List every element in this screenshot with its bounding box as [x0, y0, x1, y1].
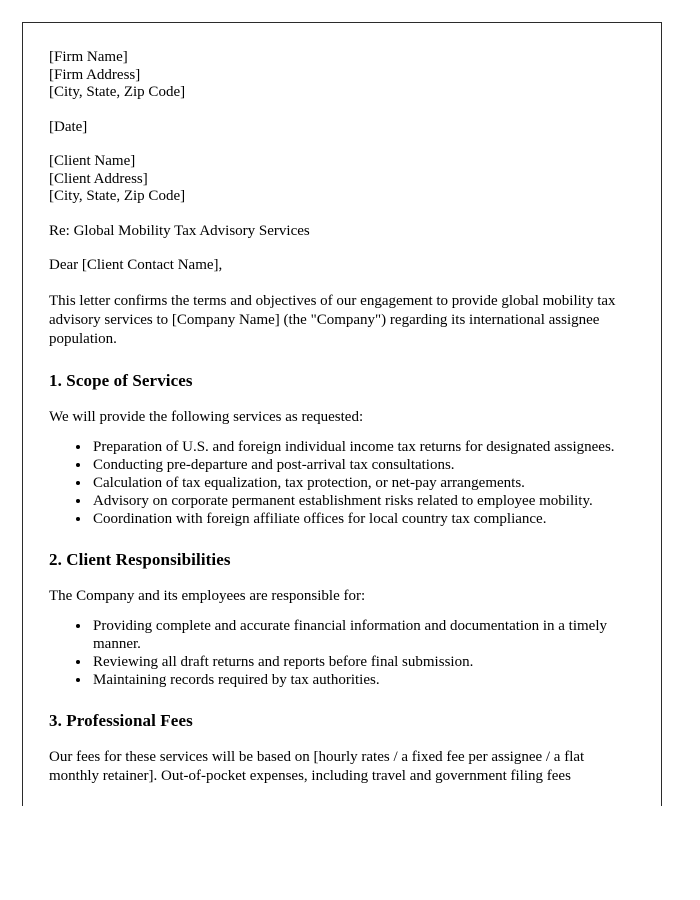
recipient-client-address: [Client Address]	[49, 170, 148, 187]
bullet-list-client-responsibilities	[49, 617, 631, 689]
recipient-city-state-zip: [City, State, Zip Code]	[49, 188, 186, 204]
list-item: • Preparation of U.S. and foreign individual income tax returns for designated assignees.	[91, 438, 631, 456]
subject-line: Re: Global Mobility Tax Advisory Services	[49, 222, 310, 239]
document-body	[23, 23, 661, 786]
spacer-after-sender	[49, 102, 631, 119]
section-lead-in-scope-of-services: We will provide the following services as requested:	[49, 408, 364, 425]
recipient-client-name: [Client Name]	[49, 153, 136, 169]
sender-city-state-zip: [City, State, Zip Code]	[49, 84, 186, 100]
date-block	[49, 119, 631, 137]
list-item: • Calculation of tax equalization, tax protection, or net-pay arrangements.	[91, 474, 631, 492]
bullet-list-scope-of-services	[49, 438, 631, 528]
section-heading-scope-of-services: 1. Scope of Services	[49, 370, 193, 390]
list-item: • Advisory on corporate permanent establishment risks related to employee mobility.	[91, 492, 631, 510]
intro-paragraph: This letter confirms the terms and objectives of our engagement to provide global mobility tax advisory services to [Company Name] (the "Company") regarding its international assignee population.	[49, 292, 616, 347]
sender-firm-name: [Firm Name]	[49, 49, 128, 65]
list-item: • Providing complete and accurate financial information and documentation in a timely manner.	[91, 617, 631, 653]
list-item: • Reviewing all draft returns and reports before final submission.	[91, 653, 631, 671]
spacer-after-date	[49, 136, 631, 153]
section-heading-professional-fees: 3. Professional Fees	[49, 710, 193, 730]
section-lead-in-client-responsibilities: The Company and its employees are responsible for:	[49, 587, 366, 604]
list-item: • Conducting pre-departure and post-arrival tax consultations.	[91, 456, 631, 474]
list-item: • Coordination with foreign affiliate offices for local country tax compliance.	[91, 510, 631, 528]
document-page	[22, 22, 662, 806]
sender-address-block	[49, 49, 631, 102]
section-paragraph-professional-fees: Our fees for these services will be based on [hourly rates / a fixed fee per assignee / a flat monthly retainer]. Out-of-pocket expenses, including travel and government filing fees	[49, 748, 585, 784]
date-line: [Date]	[49, 118, 88, 135]
section-heading-client-responsibilities: 2. Client Responsibilities	[49, 549, 231, 569]
salutation-line: Dear [Client Contact Name],	[49, 257, 223, 273]
recipient-address-block	[49, 153, 631, 206]
sender-firm-address: [Firm Address]	[49, 66, 141, 83]
list-item: • Maintaining records required by tax authorities.	[91, 671, 631, 689]
